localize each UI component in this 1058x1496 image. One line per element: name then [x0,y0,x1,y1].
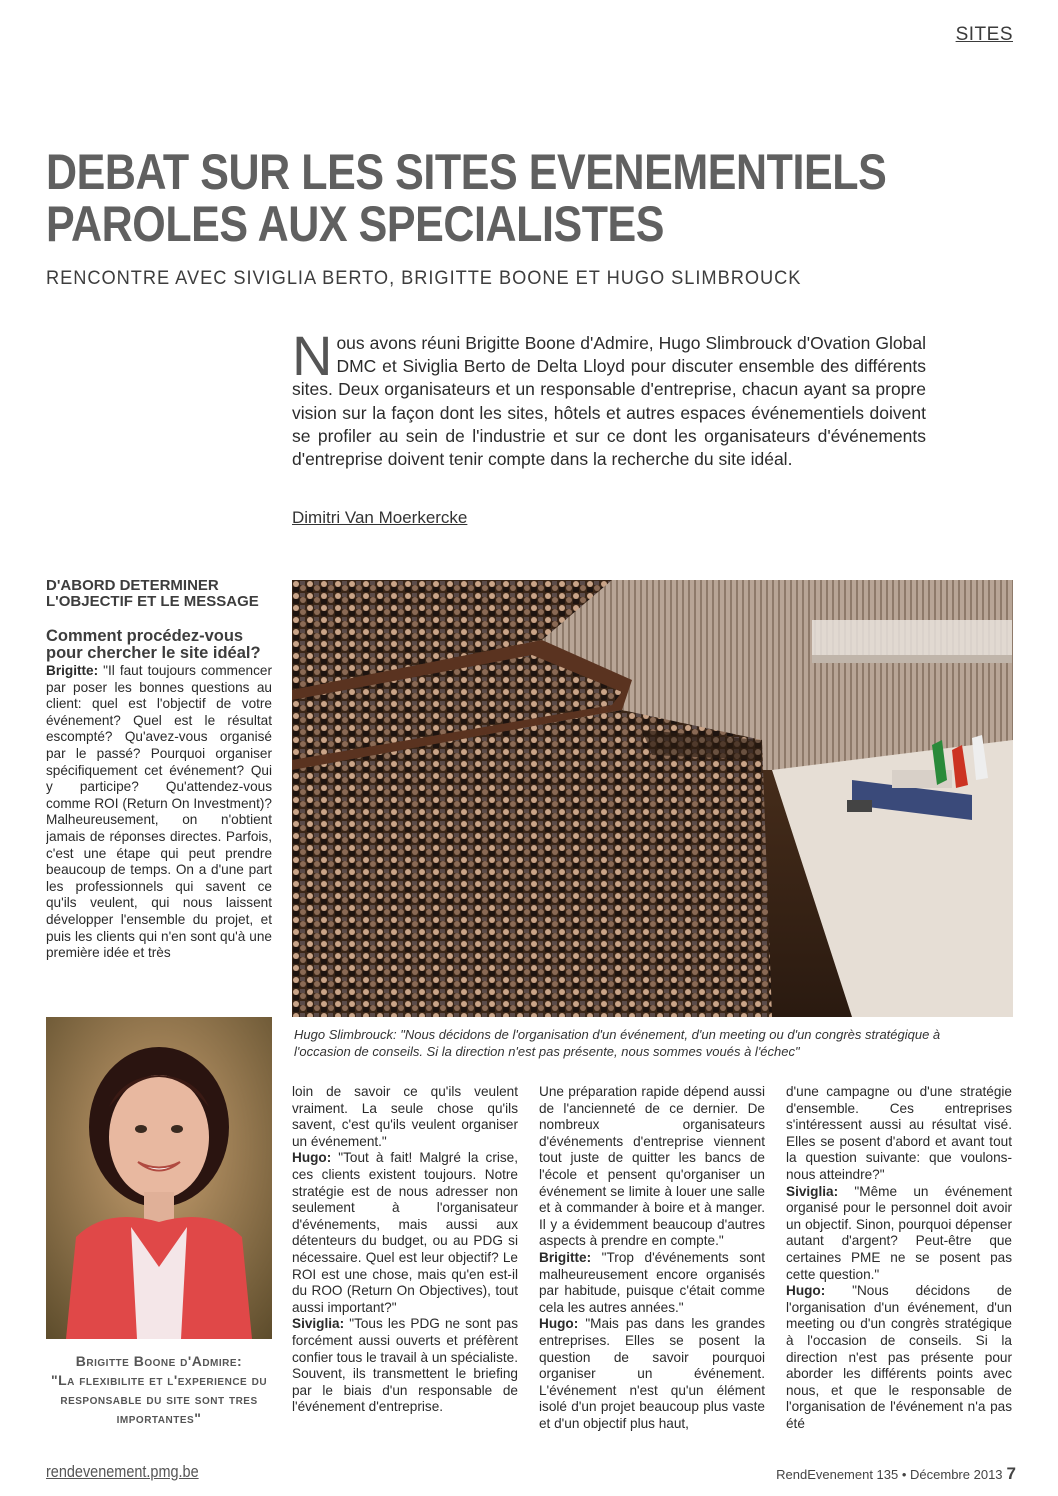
headline-line-2: PAROLES AUX SPECIALISTES [46,196,665,252]
page-number: 7 [1006,1464,1016,1483]
sidebar-column [46,578,272,983]
paragraph: d'une campagne ou d'une stratégie d'ensemble. Ces entreprises s'intéressent aussi au résultat visé. Elles se posent d'abord et avant tout la question suivante: que voulons-nous atteindre?" [786,1084,1012,1182]
portrait-illustration [46,1017,272,1339]
paragraph: "Mais pas dans les grandes entreprises. Elles se posent la question de savoir pourquoi organiser un événement. L'événement n'est qu'un élément isolé d'un projet beaucoup plus vaste et d'un objectif plus haut, [539,1316,765,1431]
speaker-label: Siviglia: [786,1183,839,1199]
text-column-2 [539,1084,765,1449]
portrait-caption [46,1352,272,1428]
photo-caption: Hugo Slimbrouck: "Nous décidons de l'organisation d'un événement, d'un meeting ou d'un congrès stratégique à l'occasion de conseils. Si la direction n'est pas présente, nous sommes voués à l'échec" [294,1027,941,1059]
auditorium-illustration [292,580,1013,1017]
paragraph: "Même un événement organisé pour le personnel doit avoir un objectif. Sinon, pourquoi dépenser autant d'argent? Peut-être que certaines PME ne se posent pas cette question." [786,1183,1012,1282]
footer-issue-info [776,1464,1016,1484]
speaker-label: Hugo: [292,1150,332,1166]
portrait-caption-name: Brigitte Boone d'Admire: [75,1353,243,1369]
text-column-3 [786,1084,1012,1449]
sidebar-heading: D'ABORD DETERMINER L'OBJECTIF ET LE MESSAGE [46,577,259,610]
sidebar-text [46,663,272,983]
drop-cap: N [292,324,333,387]
author-byline[interactable]: Dimitri Van Moerkercke [292,508,468,527]
headline-line-1: DEBAT SUR LES SITES EVENEMENTIELS [46,144,887,200]
portrait-photo [46,1017,272,1339]
speaker-label: Siviglia: [292,1316,345,1332]
column-text [292,1084,518,1449]
sidebar-paragraph: "Il faut toujours commencer par poser les bonnes questions au client: quel est l'objectif de votre événement? Quel est le résultat escompté? Qu'avez-vous organisé par le passé? Pourquoi organiser spécifiquement cet événement? Qui y participe? Qu'attendez-vous comme ROI (Return On Investment)? Malheureusement, on n'obtient jamais de réponses directes. Parfois, c'est une étape qui peut prendre beaucoup de temps. On a d'une part les professionnels qui savent ce qu'ils veulent, qui nous laissent développer l'ensemble du projet, et puis les clients qui n'en sont qu'à une première idée et très [46,663,272,961]
paragraph: "Tout à fait! Malgré la crise, ces clients existent toujours. Notre stratégie est de nous adresser non seulement à l'organisateur d'événements, mais aussi aux détenteurs du budget, ou au PDG si nécessaire. Quel est leur objectif? Le ROI est une chose, mais qu'en est-il du ROO (Return On Objectives), tout aussi important?" [292,1150,518,1315]
issue-label: RendEvenement 135 • Décembre 2013 [776,1467,1003,1482]
speaker-label: Hugo: [539,1316,579,1332]
speaker-label: Brigitte: [46,663,99,678]
paragraph: loin de savoir ce qu'ils veulent vraiment. La seule chose qu'ils savent, c'est qu'ils veulent organiser un événement." [292,1084,518,1149]
paragraph: "Tous les PDG ne sont pas forcément aussi ouverts et préfèrent confier tous le travail à un spécialiste. Souvent, ils transmettent le briefing par le biais d'un responsable de l'événement d'entreprise. [292,1316,518,1415]
paragraph: "Trop d'événements sont malheureusement encore organisés par habitude, puisque c'était comme cela les autres années." [539,1249,765,1315]
text-column-1 [292,1084,518,1449]
article-headline [46,144,887,252]
paragraph: "Nous décidons de l'organisation d'un événement, d'un meeting ou d'un congrès stratégique à l'occasion de conseils. Si la direction n'est pas présente pour aborder les différents points avec nous, et que le responsable de l'organisation de l'événement n'a pas été [786,1283,1012,1431]
column-text [786,1084,1012,1449]
column-text [539,1084,765,1449]
section-tag: SITES [955,24,1013,45]
auditorium-photo [292,580,1013,1017]
speaker-label: Brigitte: [539,1249,592,1265]
sidebar-question: Comment procédez-vous pour chercher le site idéal? [46,627,261,662]
portrait-caption-quote: "La flexibilite et l'experience du responsable du site sont tres importantes" [50,1372,268,1426]
paragraph: Une préparation rapide dépend aussi de l'ancienneté de ce dernier. De nombreux organisateurs d'événements d'entreprise viennent tout juste de quitter les bancs de l'école et pensent qu'organiser un événement se limite à louer une salle et à commander à boire et à manger. Il y a évidemment beaucoup d'autres aspects à prendre en compte." [539,1084,765,1249]
intro-paragraph [292,324,926,471]
intro-text: ous avons réuni Brigitte Boone d'Admire, Hugo Slimbrouck d'Ovation Global DMC et Siviglia Berto de Delta Lloyd pour discuter ensemble des différents sites. Deux organisateurs et un responsable d'entreprise, chacun ayant sa propre vision sur la façon dont les sites, hôtels et autres espaces événementiels doivent se profiler au sein de l'industrie et sur ce dont les organisateurs d'événements d'entreprise doivent tenir compte dans la recherche du site idéal. [292,333,926,470]
speaker-label: Hugo: [786,1283,826,1299]
article-subhead: RENCONTRE AVEC SIVIGLIA BERTO, BRIGITTE BOONE ET HUGO SLIMBROUCK [46,268,802,289]
footer-url[interactable]: rendevenement.pmg.be [46,1462,199,1481]
